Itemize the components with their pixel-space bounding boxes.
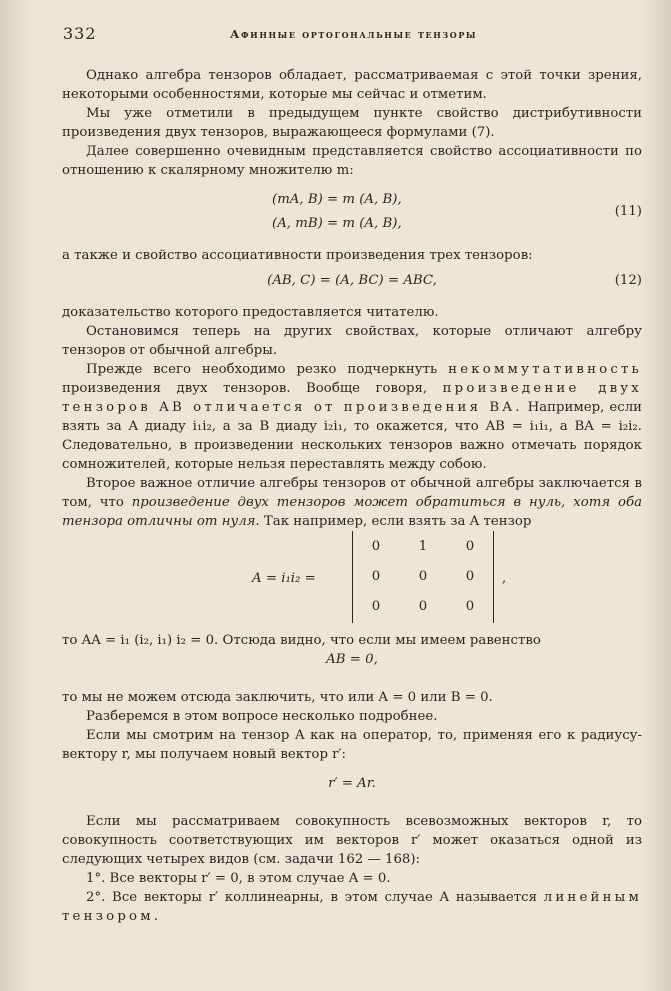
paragraph-8 (62, 474, 642, 531)
equation-ab (62, 650, 642, 672)
page-header (0, 24, 671, 46)
paragraph-15 (62, 888, 642, 926)
p7-spaced-2: произведение двух тензоров AB отличается от произведения BA. (62, 381, 642, 415)
p7-spaced-1: некоммутативность (448, 362, 642, 377)
p8-italic: произведение двух тензоров может обратиться в нуль, хотя оба тензора отличны от нуля. (62, 495, 642, 529)
equation-r (62, 774, 642, 796)
equation-12-number: (12) (614, 273, 642, 288)
paragraph-6: Остановимся теперь на других свойствах, которые отличают алгебру тензоров от обычной алгебры. (62, 324, 642, 358)
paragraph-2: Мы уже отметили в предыдущем пункте свойство дистрибутивности произведения двух тензоров, выражающееся формулами (7). (62, 106, 642, 140)
p7-text-b: произведения двух тензоров. Вообще говоря, (62, 381, 443, 396)
matrix (352, 531, 494, 623)
paragraph-9: то AA = i₁ (i₂, i₁) i₂ = 0. Отсюда видно, что если мы имеем равенство (62, 633, 541, 648)
matrix-cell: 0 (371, 599, 381, 614)
equation-11-line-2: (A, mB) = m (A, B), (272, 216, 402, 231)
paragraph-4: а также и свойство ассоциативности произведения трех тензоров: (62, 248, 533, 263)
p8-text-b: Так например, если взять за A тензор (259, 514, 532, 529)
matrix-cell: 0 (465, 599, 475, 614)
matrix-comma: , (502, 571, 507, 586)
page-body (62, 66, 642, 926)
paragraph-7 (62, 360, 642, 474)
p15-text-a: 2°. Все векторы r′ коллинеарны, в этом случае A называется (86, 890, 544, 905)
matrix-cell: 1 (418, 539, 428, 554)
p7-text-a: Прежде всего необходимо резко подчеркнуть (86, 362, 449, 377)
paragraph-12: Если мы смотрим на тензор A как на оператор, то, применяя его к радиусу-вектору r, мы получаем новый вектор r′: (62, 728, 642, 762)
equation-11-number: (11) (614, 204, 642, 219)
paragraph-1: Однако алгебра тензоров обладает, рассматриваемая с этой точки зрения, некоторыми особенностями, которые мы сейчас и отметим. (62, 68, 642, 102)
page-number: 332 (63, 24, 97, 43)
matrix-cell: 0 (418, 599, 428, 614)
matrix-equation (62, 531, 642, 631)
equation-12-body: (AB, C) = (A, BC) = ABC, (267, 273, 437, 288)
paragraph-11: Разберемся в этом вопросе несколько подробнее. (86, 709, 438, 724)
p15-spaced: линейным тензором. (62, 890, 642, 924)
paragraph-14: 1°. Все векторы r′ = 0, в этом случае A = 0. (86, 871, 391, 886)
paragraph-10: то мы не можем отсюда заключить, что или A = 0 или B = 0. (62, 690, 493, 705)
matrix-cell: 0 (465, 569, 475, 584)
equation-11-line-1: (mA, B) = m (A, B), (272, 192, 402, 207)
p7-text-c: Например, если взять за A диаду i₁i₂, а за B диаду i₂i₁, то окажется, что AB = i₁i₁, а BA = i₂i₂. Следовательно, в произведении нескольких тензоров важно отмечать порядок сомножителей, которые нельзя переставлять между собою. (62, 400, 643, 472)
paragraph-3: Далее совершенно очевидным представляется свойство ассоциативности по отношению к скалярному множителю m: (62, 144, 642, 178)
equation-ab-body: AB = 0, (326, 652, 378, 667)
paragraph-5: доказательство которого предоставляется читателю. (62, 305, 439, 320)
running-title: Афинные ортогональные тензоры (230, 27, 478, 41)
equation-r-body: r′ = Ar. (328, 776, 376, 791)
paragraph-13: Если мы рассматриваем совокупность всевозможных векторов r, то совокупность соответствующих им векторов r′ может оказаться одной из следующих четырех видов (см. задачи 162 — 168): (62, 814, 642, 867)
matrix-label: A = i₁i₂ = (252, 571, 316, 586)
matrix-cell: 0 (371, 539, 381, 554)
equation-11 (62, 186, 642, 238)
matrix-cell: 0 (418, 569, 428, 584)
matrix-cell: 0 (371, 569, 381, 584)
equation-12 (62, 271, 642, 293)
matrix-cell: 0 (465, 539, 475, 554)
p8-text-a: Второе важное отличие алгебры тензоров от обычной алгебры заключается в том, что (62, 476, 642, 510)
